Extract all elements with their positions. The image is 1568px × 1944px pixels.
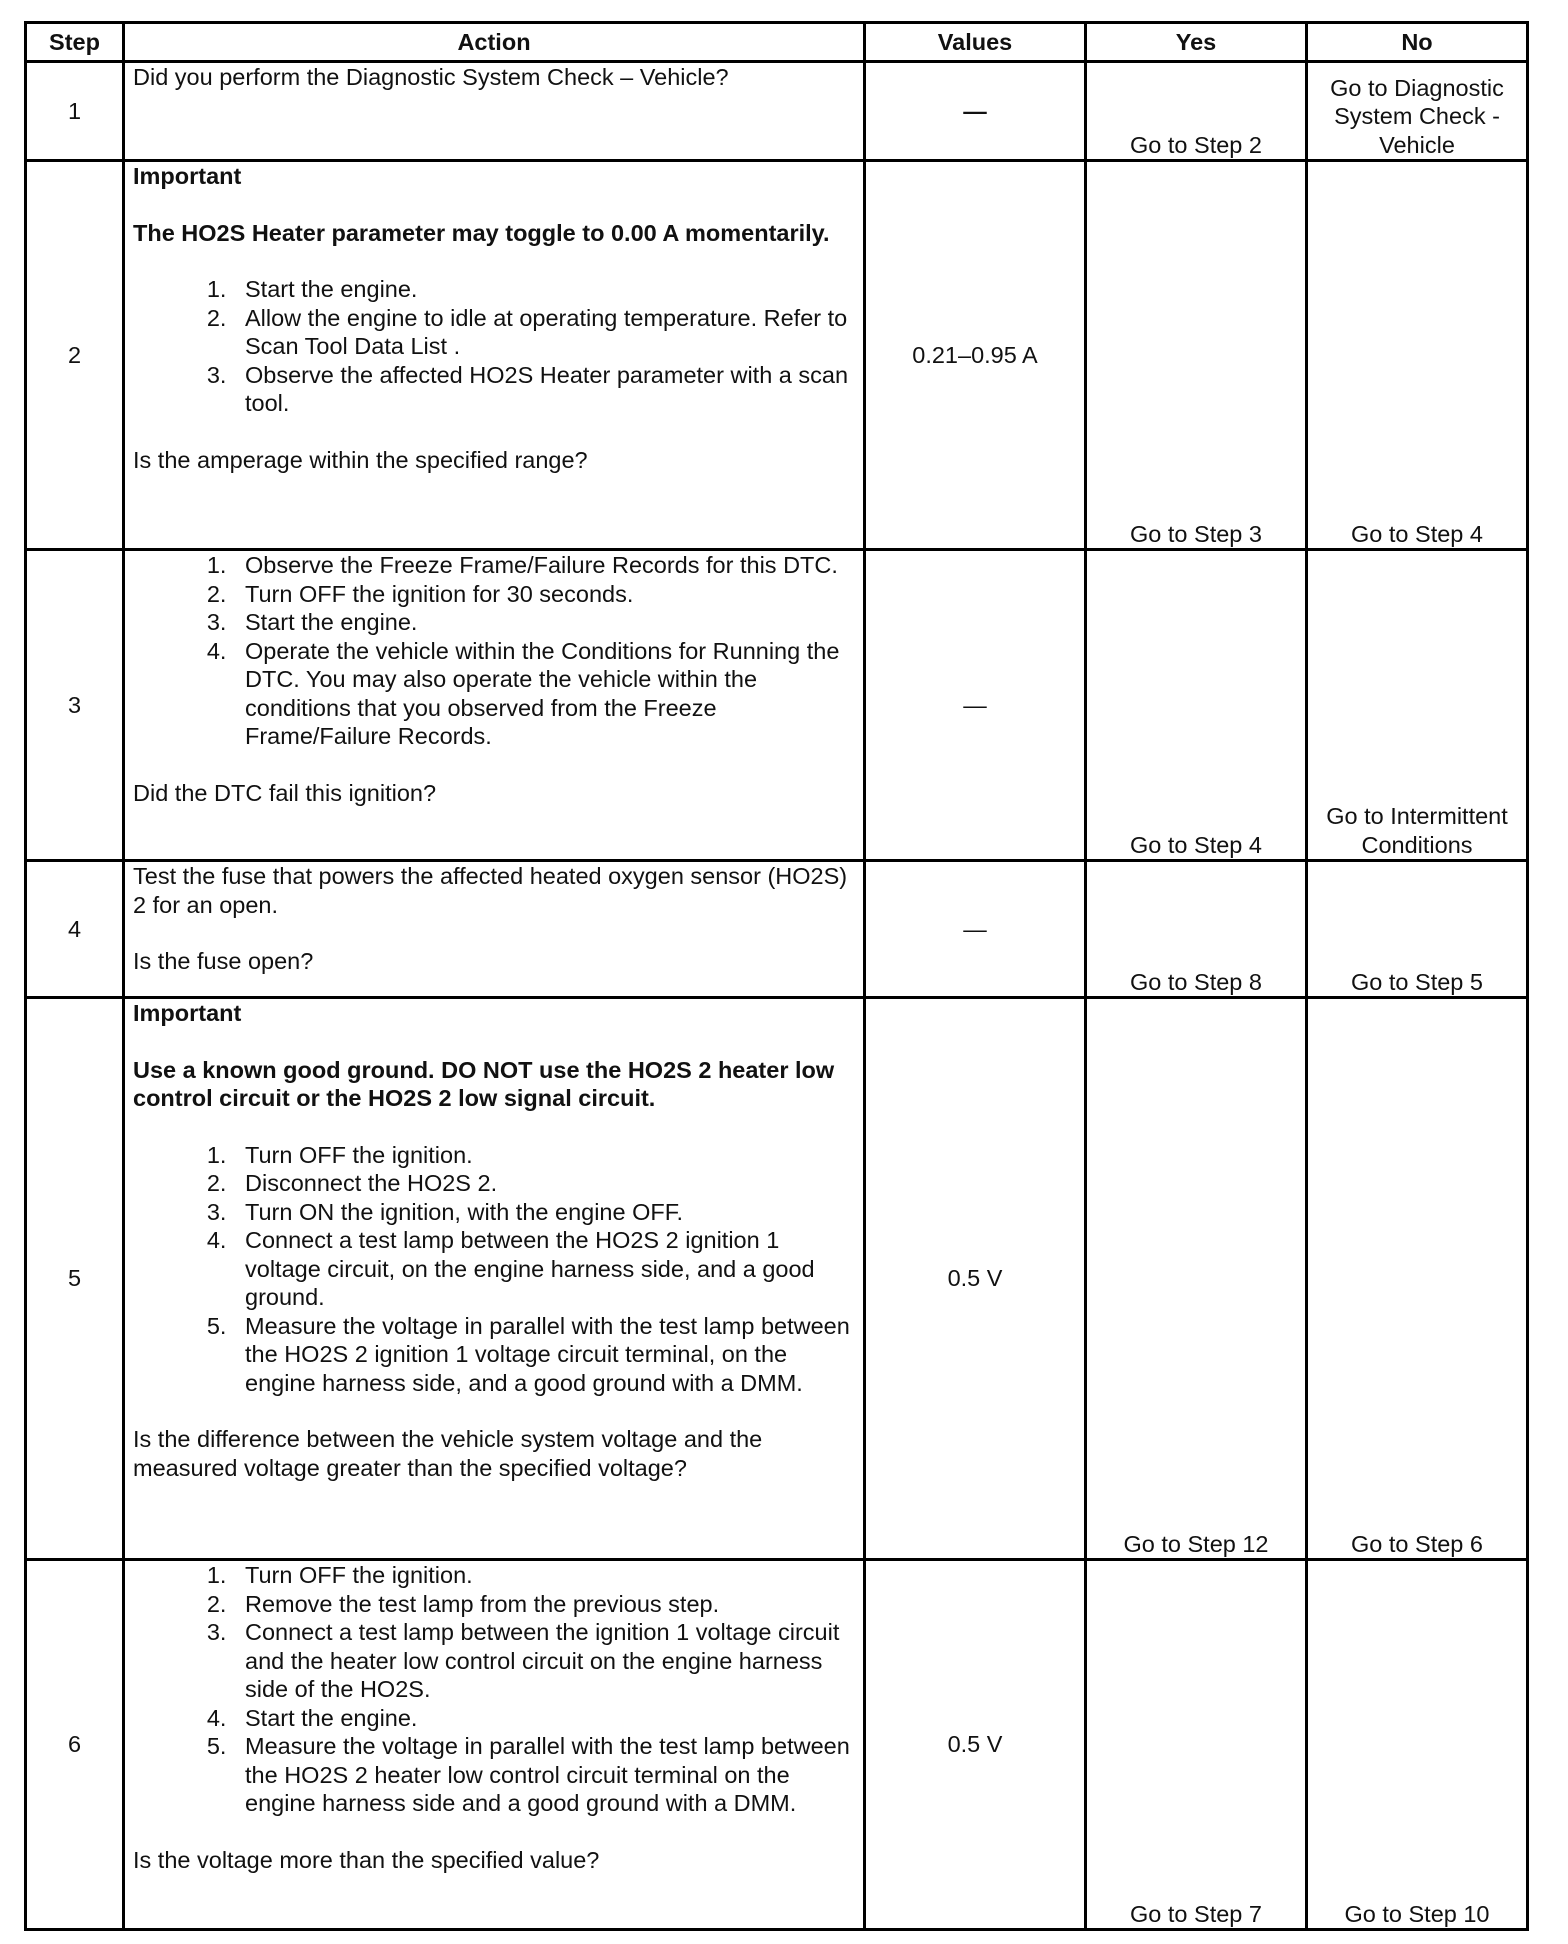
diagnostic-table [24,21,1529,1931]
list-item: 2. Remove the test lamp from the previous step. [233,1590,855,1619]
important-heading: Important [133,1000,242,1026]
list-item: 4. Operate the vehicle within the Conditions for Running the DTC. You may also operate the vehicle within the conditions that you observed from the Freeze Frame/Failure Records. [233,637,855,751]
step-number: 5 [26,998,124,1560]
yes-cell: Go to Step 7 [1086,1560,1307,1930]
table-row [26,861,1528,998]
no-cell: Go to Diagnostic System Check - Vehicle [1307,62,1528,161]
question-text: Is the fuse open? [133,948,314,974]
action-cell [124,1560,865,1930]
procedure-list [133,1141,855,1398]
question-text: Did the DTC fail this ignition? [133,779,437,806]
important-text: The HO2S Heater parameter may toggle to 0.00 A momentarily. [133,219,830,246]
action-cell [124,161,865,550]
table-row [26,62,1528,161]
header-yes: Yes [1086,23,1307,62]
step-number: 1 [26,62,124,161]
value-cell: 0.5 V [865,998,1086,1560]
important-heading: Important [133,163,242,189]
no-cell: Go to Intermittent Conditions [1307,550,1528,861]
header-step: Step [26,23,124,62]
action-cell [124,861,865,998]
list-item: 4. Start the engine. [233,1704,855,1733]
action-cell [124,998,865,1560]
step-number: 6 [26,1560,124,1930]
value-cell: 0.5 V [865,1560,1086,1930]
table-row [26,1560,1528,1930]
procedure-list [133,551,855,751]
yes-cell: Go to Step 4 [1086,550,1307,861]
step-number: 4 [26,861,124,998]
action-cell [124,550,865,861]
question-text: Did you perform the Diagnostic System Check – Vehicle? [133,64,729,90]
list-item: 3. Connect a test lamp between the ignition 1 voltage circuit and the heater low control circuit on the engine harness side of the HO2S. [233,1618,855,1704]
table-row [26,550,1528,861]
question-text: Is the amperage within the specified range? [133,446,588,473]
important-text: Use a known good ground. DO NOT use the HO2S 2 heater low control circuit or the HO2S 2 low signal circuit. [133,1056,835,1111]
procedure-list [133,1561,855,1818]
step-number: 2 [26,161,124,550]
list-item: 1. Start the engine. [233,275,855,304]
no-cell: Go to Step 10 [1307,1560,1528,1930]
yes-cell: Go to Step 2 [1086,62,1307,161]
list-item: 2. Disconnect the HO2S 2. [233,1169,855,1198]
header-action: Action [124,23,865,62]
yes-cell: Go to Step 3 [1086,161,1307,550]
value-cell: — [865,62,1086,161]
list-item: 1. Turn OFF the ignition. [233,1561,855,1590]
question-text: Is the voltage more than the specified value? [133,1846,600,1873]
list-item: 2. Turn OFF the ignition for 30 seconds. [233,580,855,609]
value-cell: — [865,550,1086,861]
list-item: 1. Turn OFF the ignition. [233,1141,855,1170]
step-number: 3 [26,550,124,861]
question-text: Is the difference between the vehicle system voltage and the measured voltage greater than the specified voltage? [133,1426,763,1481]
action-text: Test the fuse that powers the affected heated oxygen sensor (HO2S) 2 for an open. [133,863,848,918]
table-row [26,161,1528,550]
list-item: 5. Measure the voltage in parallel with the test lamp between the HO2S 2 ignition 1 voltage circuit terminal, on the engine harness side, and a good ground with a DMM. [233,1312,855,1398]
list-item: 1. Observe the Freeze Frame/Failure Records for this DTC. [233,551,855,580]
yes-cell: Go to Step 8 [1086,861,1307,998]
list-item: 3. Turn ON the ignition, with the engine OFF. [233,1198,855,1227]
header-row [26,23,1528,62]
table-row [26,998,1528,1560]
no-cell: Go to Step 4 [1307,161,1528,550]
list-item: 3. Start the engine. [233,608,855,637]
yes-cell: Go to Step 12 [1086,998,1307,1560]
no-cell: Go to Step 5 [1307,861,1528,998]
header-values: Values [865,23,1086,62]
no-cell: Go to Step 6 [1307,998,1528,1560]
list-item: 5. Measure the voltage in parallel with the test lamp between the HO2S 2 heater low control circuit terminal on the engine harness side and a good ground with a DMM. [233,1732,855,1818]
list-item: 2. Allow the engine to idle at operating temperature. Refer to Scan Tool Data List . [233,304,855,361]
value-cell: — [865,861,1086,998]
procedure-list [133,275,855,418]
header-no: No [1307,23,1528,62]
action-cell [124,62,865,161]
list-item: 3. Observe the affected HO2S Heater parameter with a scan tool. [233,361,855,418]
list-item: 4. Connect a test lamp between the HO2S 2 ignition 1 voltage circuit, on the engine harness side, and a good ground. [233,1226,855,1312]
value-cell: 0.21–0.95 A [865,161,1086,550]
